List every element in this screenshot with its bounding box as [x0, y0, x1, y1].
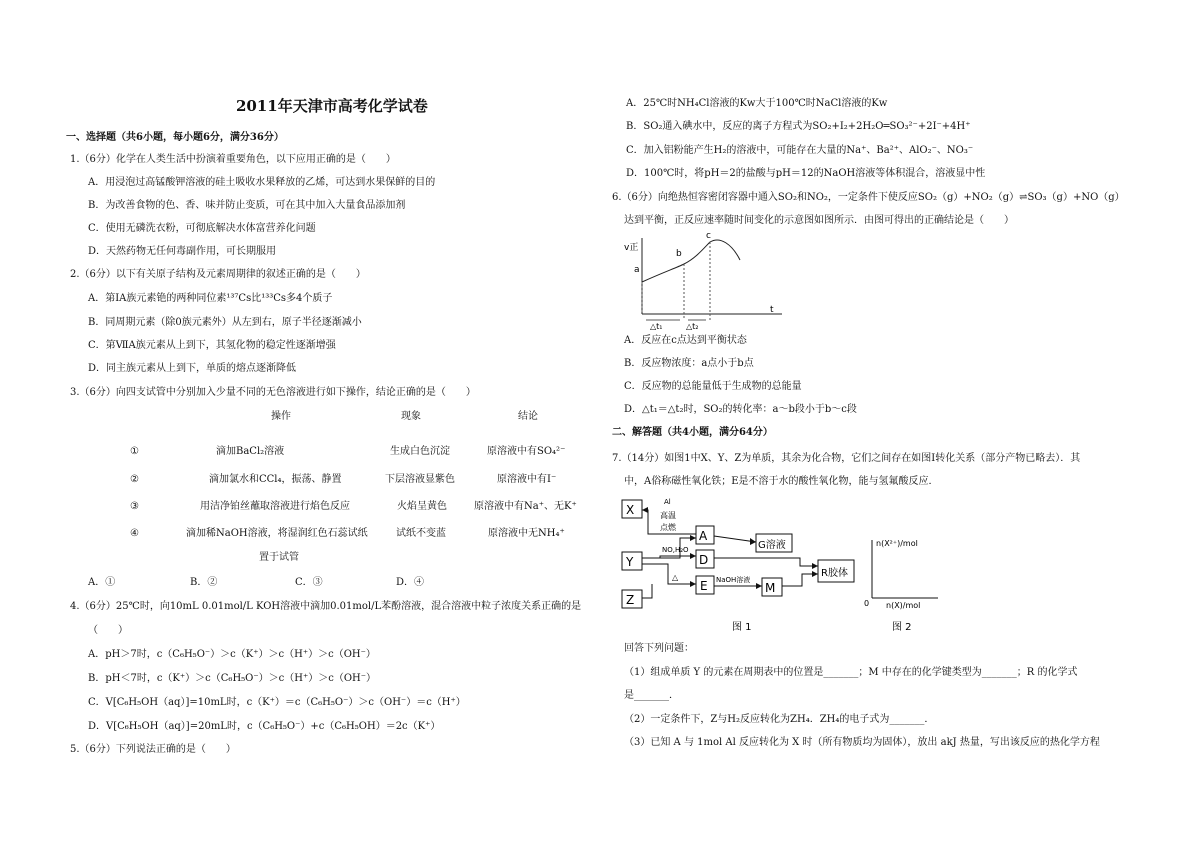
- q6-dt1-label: △t₁: [650, 322, 663, 330]
- figure-2-caption: 图 2: [892, 622, 912, 633]
- q6-option-a: A．反应在c点达到平衡状态: [624, 335, 747, 346]
- q3-header-conclusion: 结论: [518, 411, 538, 422]
- q3-choice-b: B．②: [190, 577, 218, 588]
- q3-row-2-conclusion: 原溶液中有I⁻: [497, 474, 557, 485]
- q2-option-c: C．第ⅦA族元素从上到下，其氢化物的稳定性逐渐增强: [88, 340, 336, 351]
- box-x: X: [626, 503, 635, 517]
- box-z: Z: [626, 593, 635, 607]
- q4-option-b: B．pH＜7时，c（K⁺）＞c（C₆H₅O⁻）＞c（H⁺）＞c（OH⁻）: [88, 673, 377, 684]
- label-al: Al: [664, 498, 671, 506]
- box-y: Y: [626, 555, 634, 569]
- label-heat: △: [672, 573, 679, 582]
- box-d: D: [699, 553, 709, 567]
- q1-stem: 1.（6分）化学在人类生活中扮演着重要角色，以下应用正确的是（ ）: [70, 154, 396, 165]
- q5-option-b: B．SO₂通入碘水中，反应的离子方程式为SO₂+I₂+2H₂O═SO₃²⁻+2I⁻+4H⁺: [626, 121, 971, 132]
- q3-row-4-phenomenon: 试纸不变蓝: [396, 528, 446, 539]
- q6-stem-cont: 达到平衡，正反应速率随时间变化的示意图如图所示．由图可得出的正确结论是（ ）: [624, 215, 1014, 226]
- q6-rate-curve: [642, 240, 740, 282]
- q6-dt2-label: △t₂: [686, 322, 699, 330]
- q5-option-c: C．加入铝粉能产生H₂的溶液中，可能存在大量的Na⁺、Ba²⁺、AlO₂⁻、NO₃⁻: [626, 145, 974, 156]
- q2-option-d: D．同主族元素从上到下，单质的熔点逐渐降低: [88, 363, 297, 374]
- box-e: E: [700, 579, 708, 593]
- q3-row-1-num: ①: [130, 446, 139, 457]
- label-naoh: NaOH溶液: [716, 576, 751, 584]
- box-g: G溶液: [758, 540, 786, 551]
- q5-option-a: A．25℃时NH₄Cl溶液的Kw大于100℃时NaCl溶液的Kw: [626, 98, 888, 109]
- q3-row-3-phenomenon: 火焰呈黄色: [397, 501, 447, 512]
- q1-option-b: B．为改善食物的色、香、味并防止变质，可在其中加入大量食品添加剂: [88, 200, 406, 211]
- q4-option-c: C．V[C₆H₅OH（aq）]=10mL时，c（K⁺）＝c（C₆H₅O⁻）＞c（OH⁻）＝c（H⁺）: [88, 697, 466, 708]
- page-title: 2011年天津市高考化学试卷: [236, 97, 428, 115]
- q4-option-d: D．V[C₆H₅OH（aq）]=20mL时，c（C₆H₅O⁻）+c（C₆H₅OH）＝2c（K⁺）: [88, 721, 441, 732]
- q3-row-3-operation: 用洁净铂丝蘸取溶液进行焰色反应: [200, 501, 350, 512]
- q4-stem: 4.（6分）25℃时，向10mL 0.01mol/L KOH溶液中滴加0.01mol/L苯酚溶液，混合溶液中粒子浓度关系正确的是: [70, 601, 582, 612]
- q7-sub1-b: 是_______．: [624, 690, 679, 701]
- fig2-origin: 0: [864, 599, 870, 608]
- q7-answer-intro: 回答下列问题：: [624, 643, 694, 654]
- q3-row-1-phenomenon: 生成白色沉淀: [390, 446, 450, 457]
- q3-row-3-num: ③: [130, 501, 139, 512]
- q2-option-a: A．第IA族元素铯的两种同位素¹³⁷Cs比¹³³Cs多4个质子: [88, 293, 333, 304]
- box-m: M: [765, 581, 776, 595]
- arrowhead-e: [690, 581, 696, 587]
- q3-row-2-operation: 滴加氯水和CCl₄，振荡、静置: [209, 474, 342, 485]
- q1-option-c: C．使用无磷洗衣粉，可彻底解决水体富营养化问题: [88, 223, 316, 234]
- arrowhead-d: [690, 553, 696, 559]
- q2-stem: 2.（6分）以下有关原子结构及元素周期律的叙述正确的是（ ）: [70, 269, 366, 280]
- arrowhead-r2: [812, 571, 818, 577]
- arrow-d-to-r: [714, 558, 818, 566]
- arrowhead-a: [690, 535, 696, 541]
- q7-figure-2: [862, 532, 962, 636]
- label-ignite: 点燃: [660, 523, 676, 532]
- q3-row-3-conclusion: 原溶液中有Na⁺、无K⁺: [474, 501, 577, 512]
- section-2-header: 二、解答题（共4小题，满分64分）: [612, 427, 773, 438]
- box-a: A: [699, 529, 708, 543]
- q6-x-label: t: [770, 305, 774, 315]
- q6-point-a: a: [634, 265, 640, 275]
- q1-option-d: D．天然药物无任何毒副作用，可长期服用: [88, 246, 277, 257]
- box-r: R胶体: [821, 568, 848, 579]
- figure-1-caption: 图 1: [732, 622, 752, 633]
- q3-row-4-conclusion: 原溶液中无NH₄⁺: [488, 528, 565, 539]
- q6-point-b: b: [676, 249, 682, 259]
- fig2-y-label: n(X²⁺)/mol: [876, 539, 918, 548]
- q7-figure-1: [620, 494, 880, 636]
- q7-sub3: （3）已知 A 与 1mol Al 反应转化为 X 时（所有物质均为固体），放出 akJ 热量，写出该反应的热化学方程: [624, 737, 1100, 748]
- q3-header-operation: 操作: [271, 411, 291, 422]
- q6-rate-graph: [620, 230, 810, 330]
- q3-row-4-num: ④: [130, 528, 139, 539]
- q3-row-2-num: ②: [130, 474, 139, 485]
- q7-sub2: （2）一定条件下，Z与H₂反应转化为ZH₄．ZH₄的电子式为_______．: [624, 714, 935, 725]
- q3-row-4-operation: 滴加稀NaOH溶液，将湿润红色石蕊试纸: [186, 528, 368, 539]
- q3-row-1-operation: 滴加BaCl₂溶液: [216, 446, 285, 457]
- q6-option-d: D．△t₁＝△t₂时，SO₂的转化率：a～b段小于b～c段: [624, 404, 857, 415]
- q7-stem-cont: 中，A俗称磁性氧化铁；E是不溶于水的酸性氧化物，能与氢氟酸反应．: [624, 476, 939, 487]
- q6-point-c: c: [706, 231, 711, 241]
- q6-stem: 6.（6分）向绝热恒容密闭容器中通入SO₂和NO₂，一定条件下使反应SO₂（g）+NO₂（g）⇌SO₃（g）+NO（g）: [612, 192, 1125, 203]
- q6-option-b: B．反应物浓度：a点小于b点: [624, 358, 754, 369]
- arrowhead-x: [642, 507, 648, 513]
- q3-row-4-operation-cont: 置于试管: [259, 552, 299, 563]
- arrow-z-to-e: [642, 584, 652, 598]
- q3-choice-c: C．③: [295, 577, 323, 588]
- q3-row-2-phenomenon: 下层溶液显紫色: [385, 474, 455, 485]
- arrow-a-to-g: [714, 536, 756, 542]
- label-no-h2o: NO,H₂O: [662, 546, 689, 554]
- q4-option-a: A．pH＞7时，c（C₆H₅O⁻）＞c（K⁺）＞c（H⁺）＞c（OH⁻）: [88, 649, 376, 660]
- q5-option-d: D．100℃时，将pH＝2的盐酸与pH＝12的NaOH溶液等体积混合，溶液显中性: [626, 168, 986, 179]
- label-high-temp: 高温: [660, 511, 676, 520]
- section-1-header: 一、选择题（共6小题，每小题6分，满分36分）: [66, 132, 284, 143]
- q5-stem: 5.（6分）下列说法正确的是（ ）: [70, 744, 236, 755]
- q1-option-a: A．用浸泡过高锰酸钾溶液的硅土吸收水果释放的乙烯，可达到水果保鲜的目的: [88, 177, 436, 188]
- q3-stem: 3.（6分）向四支试管中分别加入少量不同的无色溶液进行如下操作，结论正确的是（ ）: [70, 387, 476, 398]
- q6-option-c: C．反应物的总能量低于生成物的总能量: [624, 381, 802, 392]
- q4-stem-cont: （ ）: [88, 625, 128, 636]
- q6-y-label: v正: [624, 243, 639, 253]
- q7-stem: 7.（14分）如图1中X、Y、Z为单质，其余为化合物，它们之间存在如图Ⅰ转化关系（部分产物已略去）．其: [612, 453, 1081, 464]
- q3-choice-d: D．④: [396, 577, 425, 588]
- arrowhead-m: [756, 583, 762, 589]
- arrowhead-g: [750, 538, 756, 545]
- fig2-x-label: n(X)/mol: [886, 601, 921, 610]
- q7-sub1-a: （1）组成单质 Y 的元素在周期表中的位置是_______；M 中存在的化学键类型为_______；R 的化学式: [624, 667, 1078, 678]
- arrow-y-to-e: [642, 564, 696, 584]
- q3-choice-a: A．①: [88, 577, 116, 588]
- arrowhead-r1: [812, 563, 818, 569]
- q3-row-1-conclusion: 原溶液中有SO₄²⁻: [487, 446, 566, 457]
- q3-header-phenomenon: 现象: [401, 411, 421, 422]
- q2-option-b: B．同周期元素（除0族元素外）从左到右，原子半径逐渐减小: [88, 317, 362, 328]
